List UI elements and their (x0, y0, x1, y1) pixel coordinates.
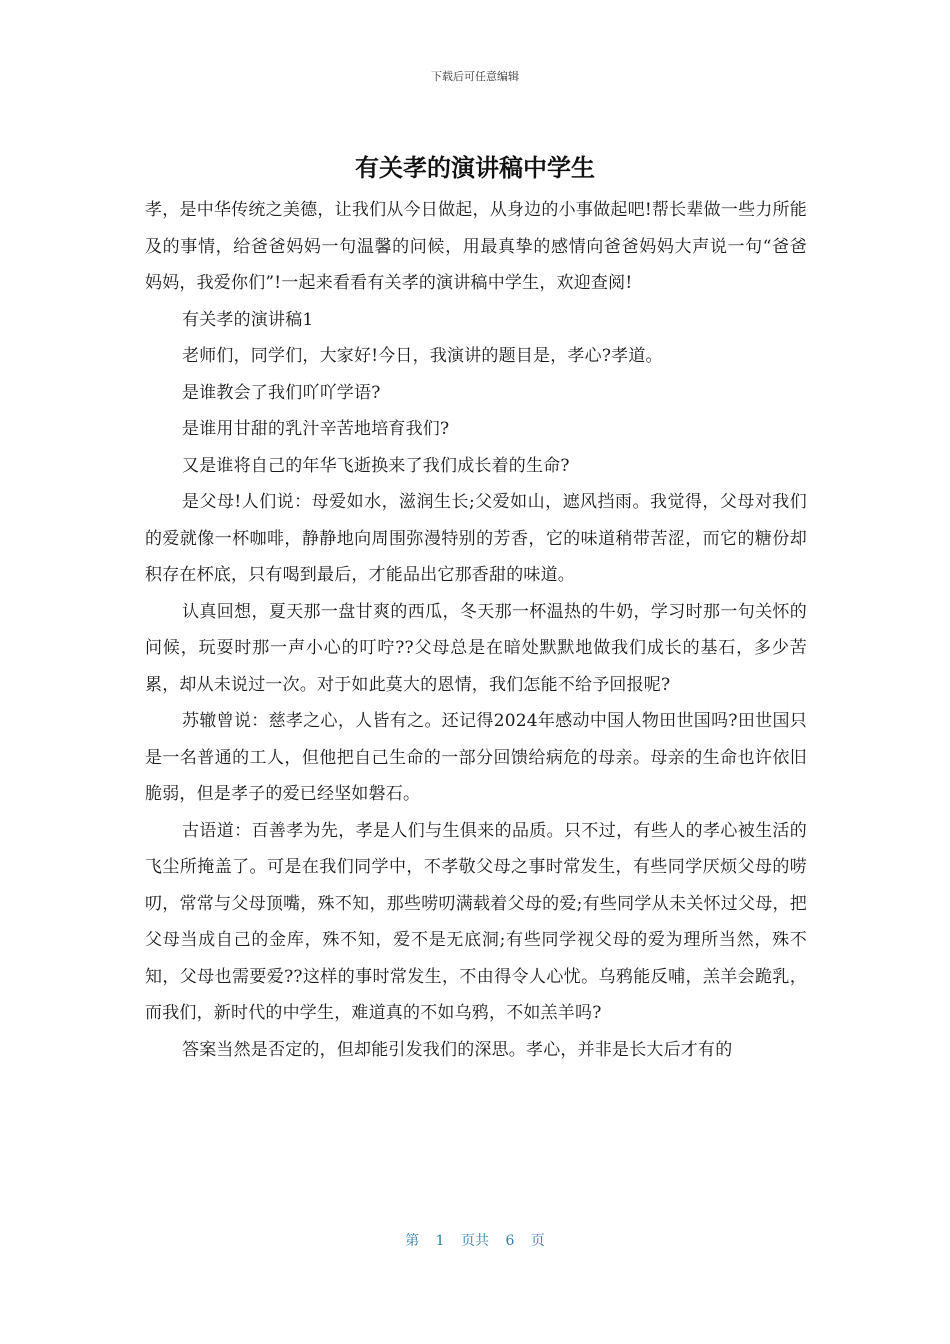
page-footer (0, 1230, 950, 1250)
paragraph: 苏辙曾说：慈孝之心，人皆有之。还记得2024年感动中国人物田世国吗?田世国只是一名普通的工人，但他把自己生命的一部分回馈给病危的母亲。母亲的生命也许依旧脆弱，但是孝子的爱已经坚如磐石。 (145, 711, 807, 804)
paragraph: 是父母!人们说：母爱如水，滋润生长;父爱如山，遮风挡雨。我觉得，父母对我们的爱就像一杯咖啡，静静地向周围弥漫特别的芳香，它的味道稍带苦涩，而它的糖份却积存在杯底，只有喝到最后，才能品出它那香甜的味道。 (145, 492, 807, 585)
footer-total-pages: 6 (505, 1233, 515, 1249)
document-body (145, 192, 807, 1068)
paragraph-intro: 孝，是中华传统之美德，让我们从今日做起，从身边的小事做起吧!帮长辈做一些力所能及的事情，给爸爸妈妈一句温馨的问候，用最真挚的感情向爸爸妈妈大声说一句“爸爸妈妈，我爱你们”!一起来看看有关孝的演讲稿中学生，欢迎查阅! (145, 200, 807, 293)
paragraph: 是谁用甘甜的乳汁辛苦地培育我们? (182, 419, 450, 439)
paragraph: 古语道：百善孝为先，孝是人们与生俱来的品质。只不过，有些人的孝心被生活的飞尘所掩盖了。可是在我们同学中，不孝敬父母之事时常发生，有些同学厌烦父母的唠叨，常常与父母顶嘴，殊不知，那些唠叨满载着父母的爱;有些同学从未关怀过父母，把父母当成自己的金库，殊不知，爱不是无底洞;有些同学视父母的爱为理所当然，殊不知，父母也需要爱??这样的事时常发生，不由得令人心忧。乌鸦能反哺，羔羊会跪乳，而我们，新时代的中学生，难道真的不如乌鸦，不如羔羊吗? (145, 820, 807, 1023)
footer-page-number: 1 (435, 1233, 445, 1249)
paragraph: 是谁教会了我们吖吖学语? (182, 382, 381, 403)
paragraph: 老师们，同学们，大家好!今日，我演讲的题目是，孝心?孝道。 (182, 346, 663, 366)
footer-prefix: 第 (405, 1233, 420, 1249)
document-title: 有关孝的演讲稿中学生 (355, 154, 595, 182)
footer-middle: 页共 (461, 1233, 489, 1249)
paragraph: 认真回想，夏天那一盘甘爽的西瓜，冬天那一杯温热的牛奶，学习时那一句关怀的问候，玩耍时那一声小心的叮咛??父母总是在暗处默默地做我们成长的基石，多少苦累，却从未说过一次。对于如此莫大的恩情，我们怎能不给予回报呢? (145, 601, 807, 695)
paragraph: 又是谁将自己的年华飞逝换来了我们成长着的生命? (182, 455, 570, 476)
footer-suffix: 页 (530, 1233, 545, 1249)
header-note: 下载后可任意编辑 (431, 70, 519, 83)
paragraph-section-heading: 有关孝的演讲稿1 (182, 309, 314, 330)
paragraph: 答案当然是否定的，但却能引发我们的深思。孝心，并非是长大后才有的 (182, 1039, 733, 1060)
